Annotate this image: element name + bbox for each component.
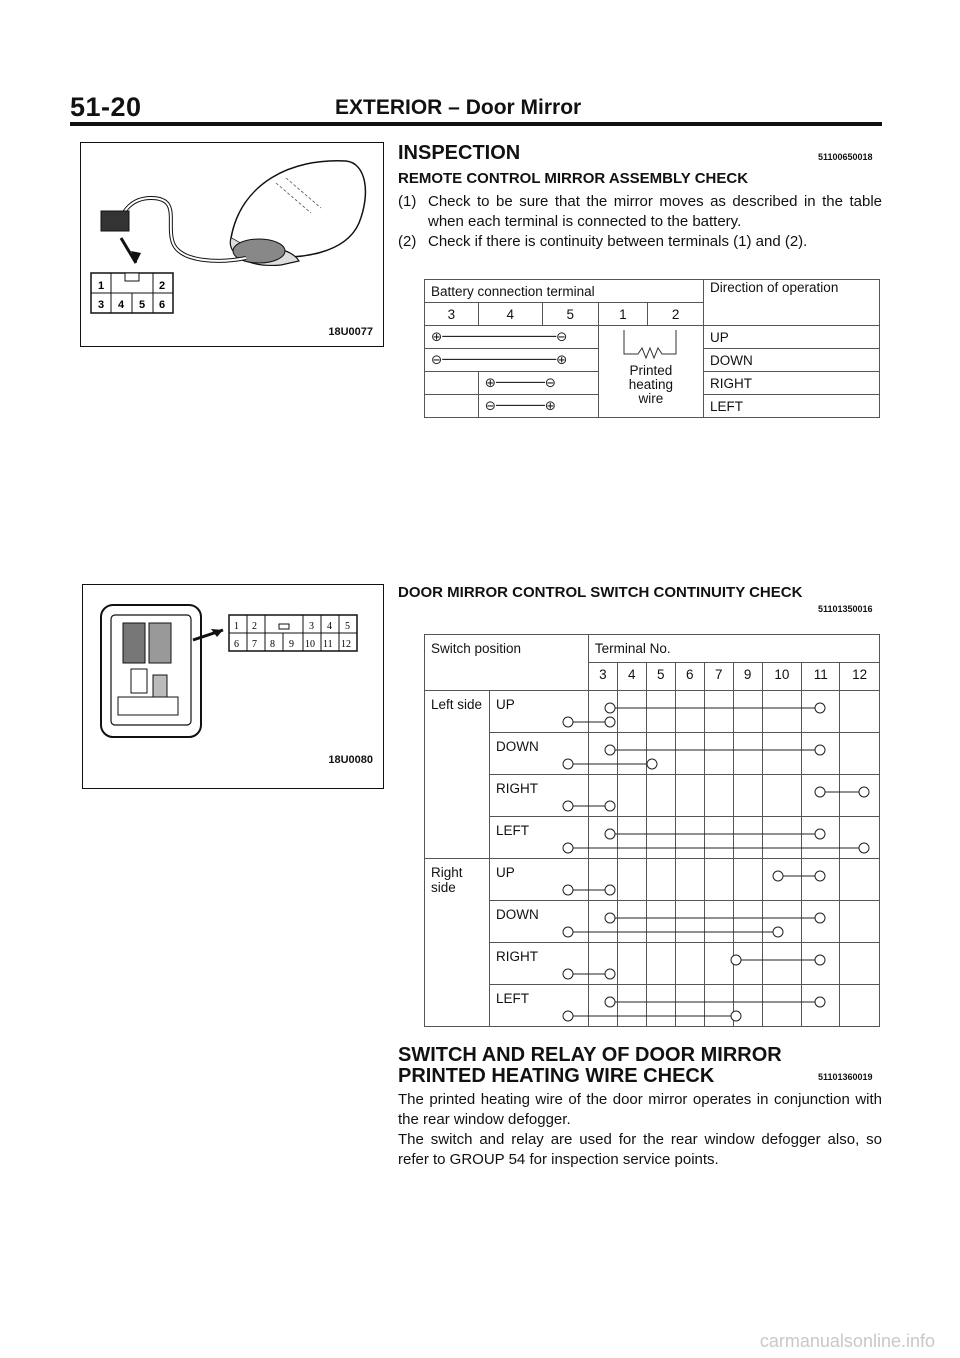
pin-label: 5 (139, 299, 146, 311)
terminal-header: 7 (704, 663, 733, 691)
mirror-assembly-illustration (81, 143, 383, 346)
paragraph: The switch and relay are used for the rear window defogger also, so refer to GROUP 54 for inspection service points. (398, 1131, 882, 1168)
position-cell: DOWN (490, 733, 589, 775)
figure-caption: 18U0077 (328, 326, 373, 338)
heating-wire-cell (598, 326, 703, 418)
switch-check-code: 51101350016 (818, 604, 873, 614)
inspection-code: 51100650018 (818, 152, 873, 162)
pin-label: 9 (289, 639, 294, 650)
position-cell: UP (490, 859, 589, 901)
terminal-header: 12 (840, 663, 880, 691)
pin-label: 11 (323, 639, 333, 650)
step (398, 232, 882, 252)
side-label: Right side (425, 859, 490, 1027)
position-cell: UP (490, 691, 589, 733)
pin-label: 3 (309, 621, 314, 632)
label-line: wire (638, 391, 664, 406)
step-number: (1) (398, 193, 417, 210)
page-number: 51-20 (70, 92, 142, 122)
connection-cell: ⊖──────────────⊕ (425, 349, 599, 372)
direction-cell: RIGHT (704, 372, 880, 395)
relay-check-body (398, 1090, 882, 1170)
terminal-header: 11 (802, 663, 840, 691)
step (398, 192, 882, 232)
pin-label: 4 (118, 299, 125, 311)
pin-label: 6 (159, 299, 166, 311)
table-header: Battery connection terminal (425, 280, 704, 303)
pin-label: 4 (327, 621, 332, 632)
terminal-header: 4 (478, 303, 542, 326)
inspection-steps (398, 192, 882, 252)
position-cell: RIGHT (490, 943, 589, 985)
terminal-header: 10 (762, 663, 802, 691)
terminal-header: 3 (588, 663, 617, 691)
terminal-header: 6 (675, 663, 704, 691)
pin-label: 1 (234, 621, 239, 632)
table-header: Switch position (425, 635, 589, 691)
terminal-header: 5 (646, 663, 675, 691)
position-cell: LEFT (490, 817, 589, 859)
heating-wire-label (599, 360, 703, 406)
pin-label: 5 (345, 621, 350, 632)
relay-check-code: 51101360019 (818, 1072, 873, 1082)
direction-cell: LEFT (704, 395, 880, 418)
header-rule (70, 122, 882, 126)
connection-cell: ⊖──────⊕ (478, 395, 598, 418)
title-line: PRINTED HEATING WIRE CHECK (398, 1065, 715, 1087)
paragraph: The printed heating wire of the door mirror operates in conjunction with the rear window defogger. (398, 1091, 882, 1128)
step-text: Check if there is continuity between terminals (1) and (2). (428, 233, 808, 250)
battery-connection-table (424, 279, 880, 418)
pin-label: 12 (341, 639, 351, 650)
relay-check-title (398, 1045, 782, 1087)
figure-caption: 18U0080 (328, 754, 373, 766)
table-header: Direction of operation (704, 280, 880, 326)
step-text: Check to be sure that the mirror moves as described in the table when each terminal is connected to the battery. (428, 193, 882, 230)
position-cell: RIGHT (490, 775, 589, 817)
pin-label: 6 (234, 639, 239, 650)
connection-cell: ⊕──────⊖ (478, 372, 598, 395)
terminal-header: 4 (617, 663, 646, 691)
terminal-header: 5 (542, 303, 598, 326)
watermark: carmanualsonline.info (759, 1331, 935, 1351)
connection-cell: ⊕──────────────⊖ (425, 326, 599, 349)
mirror-assembly-figure (80, 142, 384, 347)
terminal-header: 3 (425, 303, 479, 326)
step-number: (2) (398, 233, 417, 250)
pin-label: 1 (98, 280, 105, 292)
direction-cell: DOWN (704, 349, 880, 372)
terminal-header: 1 (598, 303, 647, 326)
heating-wire-symbol (614, 330, 688, 360)
page-title: EXTERIOR – Door Mirror (335, 96, 582, 119)
terminal-header: 9 (733, 663, 762, 691)
pin-label: 3 (98, 299, 105, 311)
pin-label: 2 (159, 280, 166, 292)
direction-cell: UP (704, 326, 880, 349)
pin-label: 2 (252, 621, 257, 632)
position-cell: LEFT (490, 985, 589, 1027)
pin-label: 10 (305, 639, 315, 650)
control-switch-figure (82, 584, 384, 789)
label-line: Printed (629, 363, 673, 378)
table-header: Terminal No. (588, 635, 879, 663)
side-label: Left side (425, 691, 490, 859)
title-line: SWITCH AND RELAY OF DOOR MIRROR (398, 1044, 782, 1066)
inspection-title: INSPECTION (398, 142, 521, 164)
switch-check-title: DOOR MIRROR CONTROL SWITCH CONTINUITY CHECK (398, 584, 803, 601)
terminal-header: 2 (648, 303, 704, 326)
label-line: heating (628, 377, 673, 392)
mirror-assembly-check-title: REMOTE CONTROL MIRROR ASSEMBLY CHECK (398, 170, 749, 187)
continuity-connections (424, 634, 880, 1030)
pin-label: 8 (270, 639, 275, 650)
pin-label: 7 (252, 639, 257, 650)
position-cell: DOWN (490, 901, 589, 943)
